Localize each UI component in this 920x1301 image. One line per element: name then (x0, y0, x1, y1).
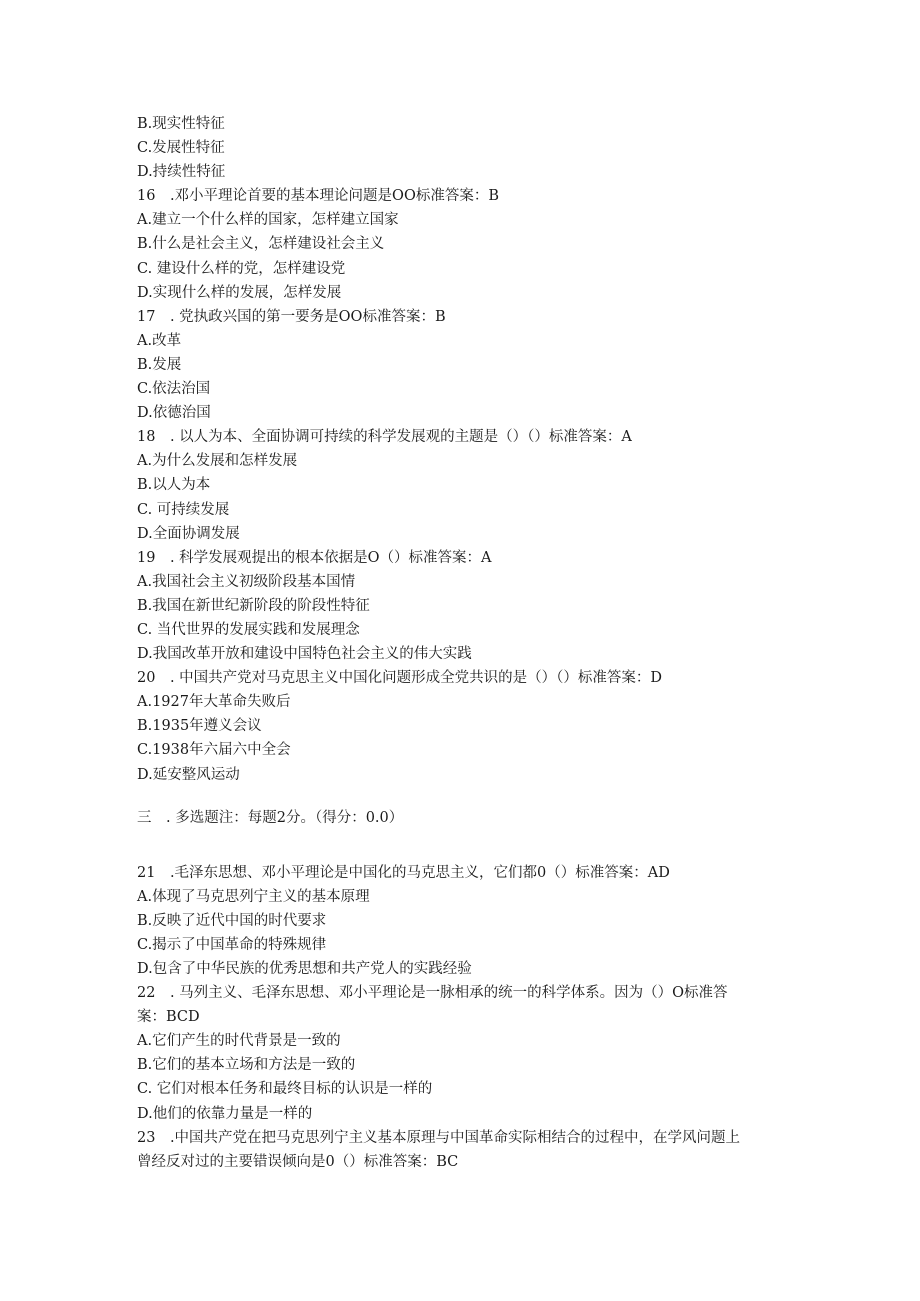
question-block-top (137, 112, 787, 787)
question-23-continuation: 曾经反对过的主要错误倾向是0（）标准答案：BC (137, 1153, 459, 1170)
option-line: D.实现什么样的发展，怎样发展 (137, 284, 342, 301)
option-line: B.我国在新世纪新阶段的阶段性特征 (137, 597, 370, 614)
text-line: D.持续性特征 (137, 164, 226, 181)
option-line: B.什么是社会主义，怎样建设社会主义 (137, 236, 385, 253)
text-line: B.现实性特征 (137, 116, 225, 132)
question-16: 16 .邓小平理论首要的基本理论问题是OO标准答案：B (137, 188, 499, 205)
option-line: A.为什么发展和怎样发展 (137, 453, 298, 470)
option-line: A.体现了马克思列宁主义的基本原理 (137, 888, 370, 905)
option-line: B.发展 (137, 356, 182, 373)
option-line: B.以人为本 (137, 477, 211, 494)
option-line: D.依德治国 (137, 405, 211, 422)
question-23: 23 .中国共产党在把马克思列宁主义基本原理与中国革命实际相结合的过程中，在学风问题上 (137, 1129, 741, 1146)
option-line: D.包含了中华民族的优秀思想和共产党人的实践经验 (137, 961, 472, 977)
question-22: 22 . 马列主义、毛泽东思想、邓小平理论是一脉相承的统一的科学体系。因为（）O标准答 (137, 985, 728, 1002)
option-line: C. 当代世界的发展实践和发展理念 (137, 621, 360, 638)
option-line: C. 建设什么样的党，怎样建设党 (137, 260, 346, 277)
question-19: 19 . 科学发展观提出的根本依据是O（）标准答案：A (137, 549, 492, 566)
option-line: C.1938年六届六中全会 (137, 742, 291, 759)
option-line: B.它们的基本立场和方法是一致的 (137, 1057, 356, 1074)
option-line: A.它们产生的时代背景是一致的 (137, 1033, 341, 1050)
question-22-continuation: 案：BCD (137, 1009, 200, 1026)
option-line: A.建立一个什么样的国家，怎样建立国家 (137, 212, 399, 229)
question-18: 18 . 以人为本、全面协调可持续的科学发展观的主题是（）（）标准答案：A (137, 429, 632, 446)
question-21: 21 .毛泽东思想、邓小平理论是中国化的马克思主义，它们都0（）标准答案：AD (137, 864, 670, 881)
text-line: C.发展性特征 (137, 140, 225, 157)
option-line: D.我国改革开放和建设中国特色社会主义的伟大实践 (137, 646, 472, 663)
option-line: D.延安整风运动 (137, 766, 240, 783)
option-line: B.反映了近代中国的时代要求 (137, 912, 327, 929)
option-line: B.1935年遵义会议 (137, 718, 262, 735)
option-line: A.我国社会主义初级阶段基本国情 (137, 573, 356, 590)
option-line: A.1927年大革命失败后 (137, 694, 291, 711)
question-17: 17 . 党执政兴国的第一要务是OO标准答案：B (137, 308, 446, 325)
question-block-bottom (137, 861, 787, 1174)
option-line: C. 可持续发展 (137, 501, 230, 518)
option-line: C. 它们对根本任务和最终目标的认识是一样的 (137, 1081, 433, 1098)
section-heading-multiple-choice: 三 . 多选题注：每题2分。（得分：0.0） (137, 809, 404, 826)
question-20: 20 . 中国共产党对马克思主义中国化问题形成全党共识的是（）（）标准答案：D (137, 670, 663, 687)
option-line: D.他们的依靠力量是一样的 (137, 1105, 313, 1122)
option-line: A.改革 (137, 332, 182, 349)
document-page (137, 112, 787, 1174)
option-line: C.依法治国 (137, 381, 211, 398)
option-line: D.全面协调发展 (137, 525, 240, 542)
option-line: C.揭示了中国革命的特殊规律 (137, 936, 327, 953)
